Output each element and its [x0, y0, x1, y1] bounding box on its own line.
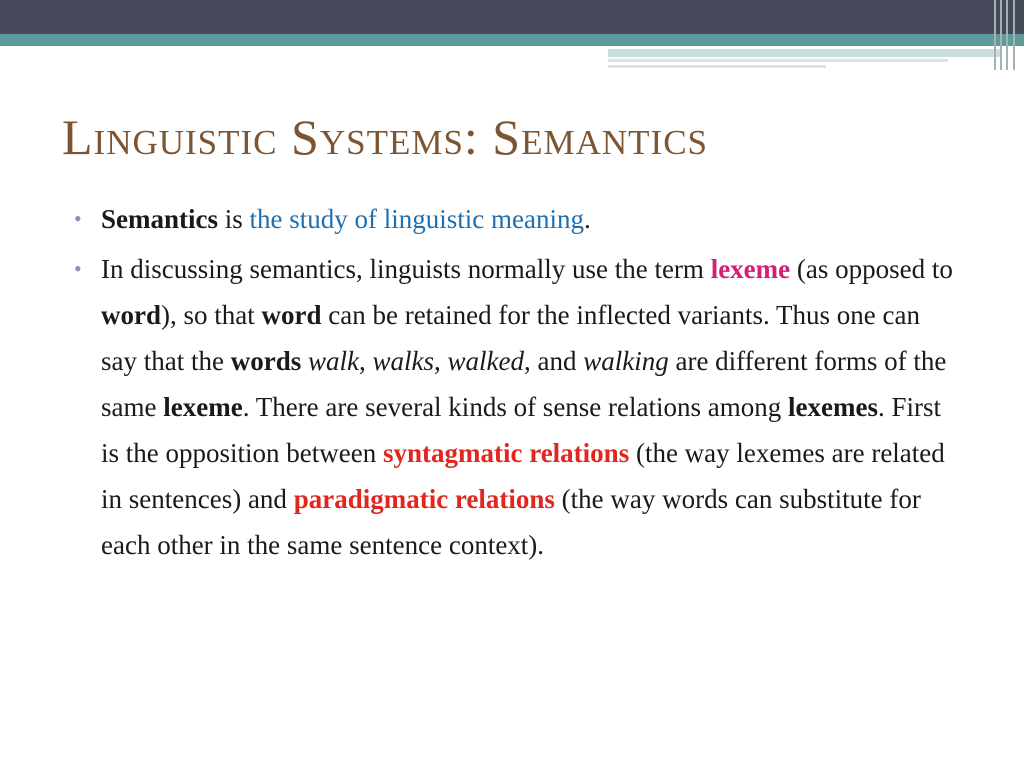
text: can be retained for the inflected variants. Thus one can say that the — [101, 300, 920, 376]
example-walked: walked — [447, 346, 524, 376]
bullet-item-lexeme — [74, 246, 954, 568]
text — [301, 346, 308, 376]
example-walks: walks — [372, 346, 434, 376]
example-walking: walking — [583, 346, 669, 376]
header-vertical-line — [1013, 0, 1015, 70]
header-bar-teal — [0, 34, 1024, 46]
text: , — [434, 346, 448, 376]
slide-body — [74, 196, 954, 568]
text: are different forms of the same — [101, 346, 947, 422]
text: In discussing semantics, linguists normally use the term — [101, 254, 711, 284]
header-bar-dark — [0, 0, 1024, 34]
header-accent-line — [608, 65, 826, 68]
example-walk: walk — [307, 346, 359, 376]
term-paradigmatic-relations: paradigmatic relations — [293, 484, 555, 514]
term-lexemes: lexemes — [788, 392, 878, 422]
text: (the way words can substitute for each other in the same sentence context). — [101, 484, 921, 560]
term-words: words — [230, 346, 302, 376]
term-word: word — [101, 300, 161, 330]
term-word: word — [261, 300, 322, 330]
header-accent-line — [608, 59, 948, 62]
term-syntagmatic-relations: syntagmatic relations — [382, 438, 630, 468]
bullet-item-semantics — [74, 196, 954, 242]
text: (the way lexemes are related in sentences) and — [101, 438, 945, 514]
header-vertical-line — [1006, 0, 1008, 70]
text: (as opposed to — [790, 254, 953, 284]
term-lexeme: lexeme — [710, 254, 791, 284]
header-vertical-line — [994, 0, 996, 70]
bullet-icon: • — [74, 256, 82, 281]
text: , — [358, 346, 373, 376]
header-accent-stripe — [608, 49, 1000, 57]
term-lexeme: lexeme — [163, 392, 243, 422]
text: . — [583, 204, 591, 234]
bullet-icon: • — [74, 206, 82, 231]
text: is — [218, 204, 250, 234]
slide-title: Linguistic Systems: Semantics — [62, 109, 709, 165]
text: . First is the opposition between — [101, 392, 941, 468]
text: . There are several kinds of sense relations among — [242, 392, 789, 422]
header-vertical-line — [1000, 0, 1002, 70]
definition-link: the study of linguistic meaning — [249, 204, 584, 234]
text: , and — [523, 346, 584, 376]
term-semantics: Semantics — [101, 204, 218, 234]
text: ), so that — [161, 300, 262, 330]
